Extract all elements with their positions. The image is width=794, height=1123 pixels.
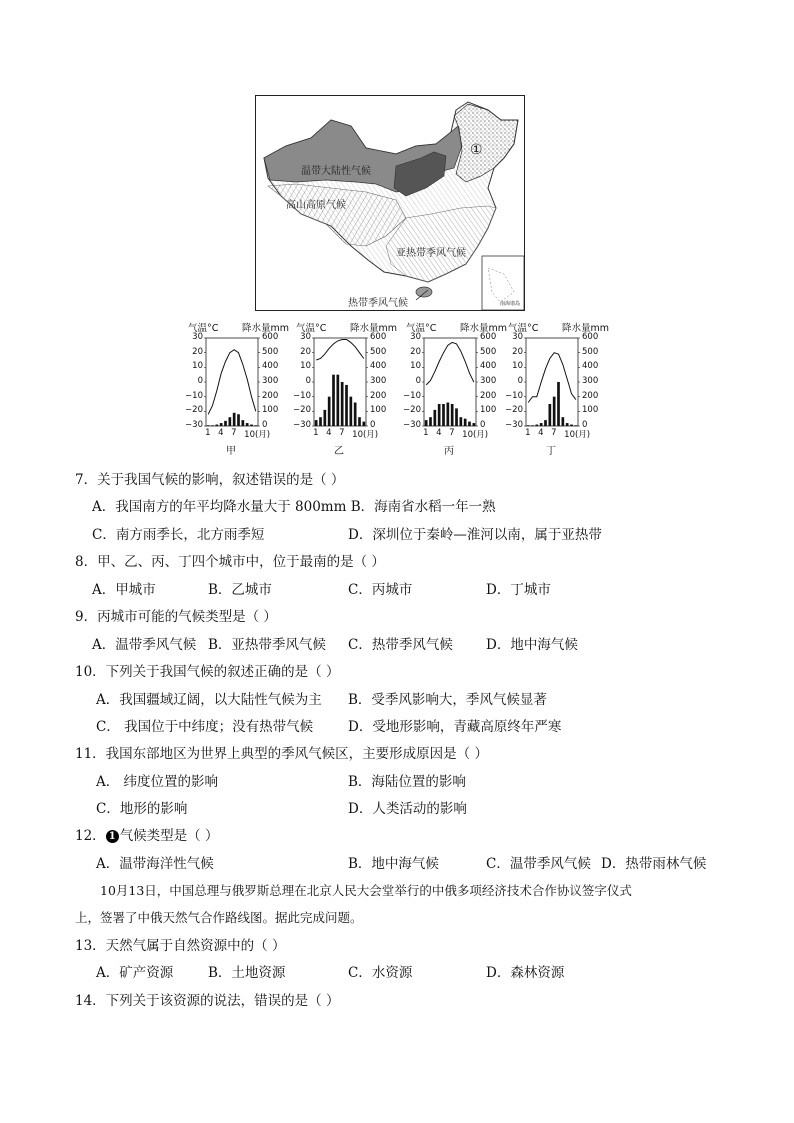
- precip-tick-label: 100: [262, 405, 279, 416]
- q7-option-d: D．深圳位于秦岭—淮河以南，属于亚热带: [348, 527, 602, 543]
- precip-bar: [446, 403, 449, 426]
- q8-option-d: D．丁城市: [486, 582, 551, 598]
- precip-bar: [228, 417, 231, 426]
- temp-tick-label: −10: [293, 390, 311, 401]
- q13-option-a: A．矿产资源: [96, 965, 174, 981]
- temp-tick-label: 30: [410, 332, 421, 342]
- precip-bar: [345, 385, 348, 426]
- passage-line-1: 10月13日，中国总理与俄罗斯总理在北京人民大会堂举行的中俄多项经济技术合作协议签字仪式: [100, 883, 632, 898]
- precip-bar: [455, 408, 458, 426]
- temp-tick-label: 20: [300, 346, 311, 357]
- precip-tick-label: 500: [370, 346, 387, 357]
- precip-bar: [464, 419, 467, 426]
- temp-axis-title: 气温°C: [296, 323, 327, 334]
- label-tropical-monsoon: 热带季风气候: [348, 298, 408, 309]
- temp-tick-label: 30: [300, 332, 311, 342]
- q9-stem: 9．丙城市可能的气候类型是（ ）: [75, 609, 277, 625]
- temp-tick-label: 20: [192, 346, 203, 357]
- precip-bar: [211, 425, 214, 426]
- temperature-curve: [316, 340, 364, 361]
- q11-stem: 11．我国东部地区为世界上典型的季风气候区，主要形成原因是（ ）: [75, 746, 488, 762]
- precip-tick-label: 0: [262, 420, 268, 430]
- precip-bar: [459, 417, 462, 426]
- month-tick-label: 7: [231, 428, 237, 438]
- precip-tick-label: 400: [370, 361, 387, 372]
- q12-stem-text: 气候类型是（ ）: [119, 828, 219, 844]
- precip-bar: [328, 397, 331, 426]
- temp-tick-label: −10: [403, 390, 421, 401]
- month-tick-label: 7: [339, 428, 345, 438]
- temp-tick-label: −30: [293, 420, 311, 430]
- q9-option-c: C．热带季风气候: [348, 637, 453, 653]
- precip-bar: [433, 410, 436, 426]
- precip-bar: [358, 417, 361, 426]
- precip-tick-label: 0: [480, 420, 486, 430]
- precip-axis-title: 降水量mm: [562, 323, 610, 334]
- q11-option-a: A． 纬度位置的影响: [96, 774, 219, 790]
- month-tick-label: 4: [538, 428, 544, 438]
- precip-bar: [319, 417, 322, 426]
- label-temperate-continental: 温带大陆性气候: [301, 166, 371, 177]
- q9-option-a: A．温带季风气候: [92, 637, 197, 653]
- precip-bar: [341, 382, 344, 426]
- chart-caption: 丙: [444, 446, 454, 457]
- month-tick-label: 7: [551, 428, 557, 438]
- month-tick-label: 10(月): [564, 430, 591, 440]
- precip-tick-label: 600: [480, 332, 497, 342]
- month-tick-label: 10(月): [352, 430, 379, 440]
- climate-chart-1: [185, 320, 290, 460]
- temp-tick-label: −20: [505, 405, 523, 416]
- temp-tick-label: −20: [185, 405, 203, 416]
- precip-bar: [425, 420, 428, 426]
- precip-bar: [215, 425, 218, 426]
- precip-bar: [574, 425, 577, 426]
- temp-tick-label: 0: [305, 376, 311, 386]
- q7-option-ab: A．我国南方的年平均降水量大于 800mm B．海南省水稻一年一熟: [92, 499, 496, 515]
- precip-bar: [442, 404, 445, 426]
- q12-option-d: D．热带雨林气候: [601, 856, 707, 872]
- precip-tick-label: 500: [582, 346, 599, 357]
- precip-tick-label: 600: [370, 332, 387, 342]
- precip-tick-label: 100: [480, 405, 497, 416]
- precip-tick-label: 400: [262, 361, 279, 372]
- precip-bar: [429, 417, 432, 426]
- q8-option-c: C．丙城市: [348, 582, 413, 598]
- precip-bar: [254, 425, 257, 426]
- precip-bar: [246, 423, 249, 426]
- precip-bar: [561, 417, 564, 426]
- precip-bar: [362, 422, 365, 426]
- q10-option-c: C． 我国位于中纬度；没有热带气候: [96, 719, 314, 735]
- precip-tick-label: 600: [262, 332, 279, 342]
- month-tick-label: 7: [449, 428, 455, 438]
- q11-option-c: C．地形的影响: [96, 801, 188, 817]
- china-climate-map: [255, 95, 525, 311]
- q9-option-d: D．地中海气候: [486, 637, 578, 653]
- precip-tick-label: 300: [370, 376, 387, 386]
- month-tick-label: 4: [218, 428, 224, 438]
- label-marker-1: ①: [470, 142, 483, 158]
- q13-option-b: B．土地资源: [208, 965, 286, 981]
- precip-bar: [207, 425, 210, 426]
- q10-option-a: A．我国疆域辽阔，以大陆性气候为主: [96, 692, 322, 708]
- precip-bar: [220, 423, 223, 426]
- precip-tick-label: 0: [370, 420, 376, 430]
- temp-tick-label: 10: [192, 361, 203, 372]
- precip-bar: [354, 403, 357, 426]
- temp-tick-label: −20: [403, 405, 421, 416]
- temp-tick-label: −30: [403, 420, 421, 430]
- precip-bar: [570, 425, 573, 426]
- precip-axis-title: 降水量mm: [242, 323, 290, 334]
- q14-stem: 14．下列关于该资源的说法，错误的是（ ）: [75, 993, 340, 1009]
- q13-option-c: C．水资源: [348, 965, 413, 981]
- precip-tick-label: 300: [582, 376, 599, 386]
- month-tick-label: 1: [423, 428, 429, 438]
- plot-frame: [526, 338, 578, 426]
- precip-tick-label: 500: [262, 346, 279, 357]
- precip-tick-label: 200: [370, 390, 387, 401]
- precip-bar: [323, 410, 326, 426]
- label-plateau: 高山高原气候: [286, 200, 346, 211]
- temp-tick-label: 0: [517, 376, 523, 386]
- q12-number: 12．: [75, 828, 106, 844]
- temp-tick-label: 20: [512, 346, 523, 357]
- month-tick-label: 1: [205, 428, 211, 438]
- temp-tick-label: 0: [415, 376, 421, 386]
- precip-axis-title: 降水量mm: [460, 323, 508, 334]
- precip-tick-label: 100: [370, 405, 387, 416]
- precip-bar: [544, 420, 547, 426]
- q11-option-d: D．人类活动的影响: [348, 801, 467, 817]
- precip-bar: [472, 423, 475, 426]
- precip-tick-label: 300: [262, 376, 279, 386]
- precip-tick-label: 100: [582, 405, 599, 416]
- precip-bar: [566, 423, 569, 426]
- temp-tick-label: 20: [410, 346, 421, 357]
- temperature-curve: [208, 350, 256, 415]
- plot-frame: [424, 338, 476, 426]
- q12-option-c: C．温带季风气候: [486, 856, 591, 872]
- precip-bar: [336, 375, 339, 426]
- month-tick-label: 10(月): [244, 430, 271, 440]
- precip-tick-label: 600: [582, 332, 599, 342]
- precip-tick-label: 0: [582, 420, 588, 430]
- passage-line-2: 上，签署了中俄天然气合作路线图。据此完成问题。: [75, 910, 363, 925]
- precip-bar: [349, 397, 352, 426]
- temperature-curve: [528, 353, 576, 403]
- q12-option-a: A．温带海洋性气候: [96, 856, 214, 872]
- climate-chart-3: [403, 320, 508, 460]
- precip-tick-label: 400: [582, 361, 599, 372]
- temperature-curve: [426, 342, 474, 385]
- precip-bar: [531, 425, 534, 426]
- q11-option-b: B．海陆位置的影响: [348, 774, 466, 790]
- precip-tick-label: 200: [480, 390, 497, 401]
- temp-axis-title: 气温°C: [188, 323, 219, 334]
- precip-tick-label: 500: [480, 346, 497, 357]
- precip-tick-label: 300: [480, 376, 497, 386]
- precip-bar: [540, 423, 543, 426]
- precip-bar: [224, 421, 227, 426]
- precip-bar: [557, 382, 560, 426]
- northeast-region: [454, 104, 518, 182]
- precip-bar: [332, 375, 335, 426]
- label-inset: 南海诸岛: [500, 301, 521, 307]
- chart-caption: 甲: [226, 446, 236, 457]
- chart-caption: 乙: [334, 446, 344, 457]
- precip-bar: [241, 420, 244, 426]
- temp-tick-label: 10: [410, 361, 421, 372]
- temp-tick-label: 10: [300, 361, 311, 372]
- temp-tick-label: 30: [192, 332, 203, 342]
- q12-circle-marker: 1: [106, 830, 119, 843]
- temp-tick-label: −10: [505, 390, 523, 401]
- chart-caption: 丁: [546, 446, 556, 457]
- precip-tick-label: 400: [480, 361, 497, 372]
- month-tick-label: 1: [313, 428, 319, 438]
- precip-bar: [527, 425, 530, 426]
- temp-tick-label: −30: [185, 420, 203, 430]
- q8-option-a: A．甲城市: [92, 582, 156, 598]
- q9-option-b: B．亚热带季风气候: [208, 637, 326, 653]
- precip-axis-title: 降水量mm: [350, 323, 398, 334]
- q8-stem: 8．甲、乙、丙、丁四个城市中，位于最南的是（ ）: [75, 554, 385, 570]
- q10-stem: 10．下列关于我国气候的叙述正确的是（ ）: [75, 664, 340, 680]
- climate-chart-4: [505, 320, 610, 460]
- precip-bar: [438, 404, 441, 426]
- q7-stem: 7．关于我国气候的影响，叙述错误的是（ ）: [75, 472, 345, 488]
- precip-bar: [548, 404, 551, 426]
- month-tick-label: 4: [436, 428, 442, 438]
- q10-option-b: B．受季风影响大，季风气候显著: [348, 692, 547, 708]
- climate-chart-2: [293, 320, 398, 460]
- q13-stem: 13．天然气属于自然资源中的（ ）: [75, 938, 286, 954]
- temp-tick-label: −20: [293, 405, 311, 416]
- temp-tick-label: 0: [197, 376, 203, 386]
- month-tick-label: 10(月): [462, 430, 489, 440]
- temp-tick-label: −10: [185, 390, 203, 401]
- precip-bar: [250, 425, 253, 426]
- label-subtropical-monsoon: 亚热带季风气候: [396, 248, 466, 259]
- q8-option-b: B．乙城市: [208, 582, 272, 598]
- precip-bar: [535, 425, 538, 426]
- q13-option-d: D．森林资源: [486, 965, 565, 981]
- temp-tick-label: 10: [512, 361, 523, 372]
- temp-tick-label: 30: [512, 332, 523, 342]
- temp-axis-title: 气温°C: [406, 323, 437, 334]
- precip-bar: [451, 404, 454, 426]
- temp-axis-title: 气温°C: [508, 323, 539, 334]
- precip-tick-label: 200: [582, 390, 599, 401]
- precip-tick-label: 200: [262, 390, 279, 401]
- precip-bar: [233, 413, 236, 426]
- month-tick-label: 4: [326, 428, 332, 438]
- q12-option-b: B．地中海气候: [348, 856, 439, 872]
- hainan-island: [416, 287, 432, 297]
- temp-tick-label: −30: [505, 420, 523, 430]
- month-tick-label: 1: [525, 428, 531, 438]
- precip-bar: [237, 414, 240, 426]
- precip-bar: [468, 422, 471, 426]
- precip-bar: [315, 420, 318, 426]
- q10-option-d: D．受地形影响，青藏高原终年严寒: [348, 719, 562, 735]
- q7-option-c: C．南方雨季长，北方雨季短: [92, 527, 265, 543]
- q12-stem: [75, 827, 218, 845]
- precip-bar: [553, 397, 556, 426]
